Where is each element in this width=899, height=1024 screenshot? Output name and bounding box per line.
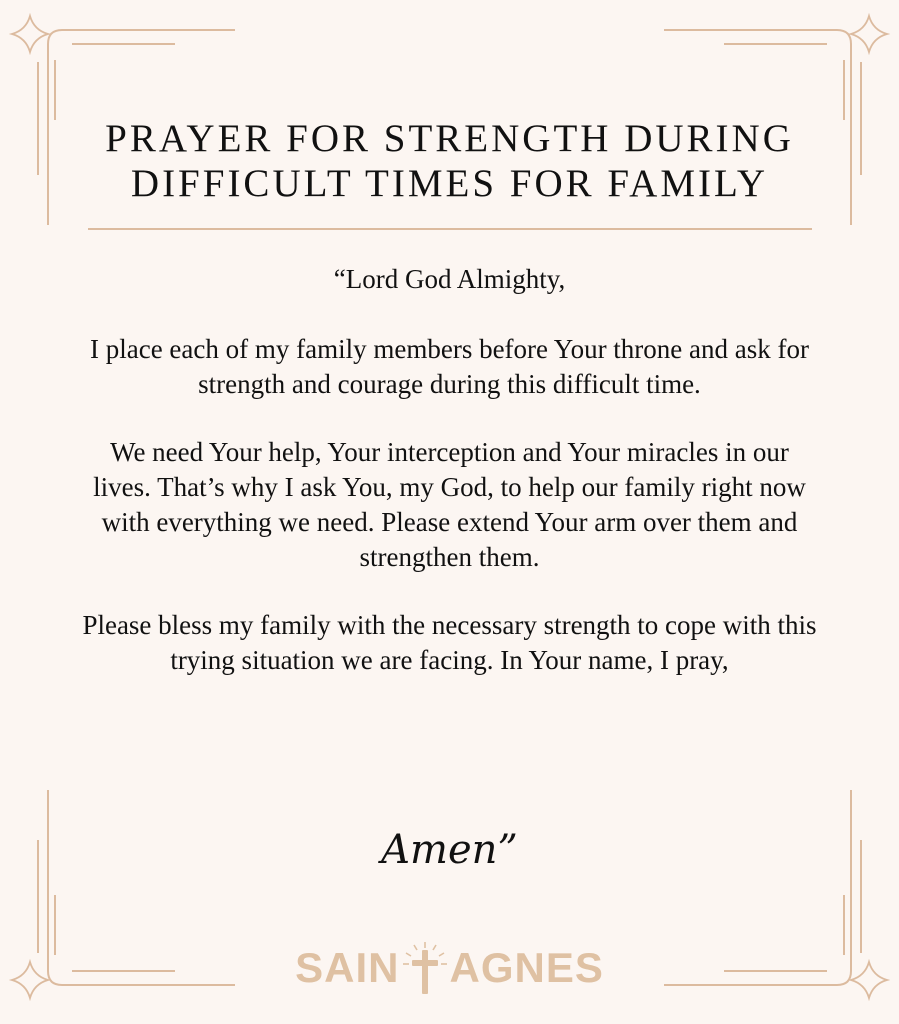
prayer-closing: Amen” xyxy=(381,827,518,873)
prayer-body xyxy=(80,262,819,711)
prayer-paragraph-2: We need Your help, Your interception and Your miracles in our lives. That’s why I ask You, my God, to help our family right now with everything we need. Please extend Your arm over them and strengthen them. xyxy=(93,437,806,572)
prayer-paragraph-1: I place each of my family members before Your throne and ask for strength and courage during this difficult time. xyxy=(89,334,809,399)
logo-word-saint: SAIN xyxy=(295,944,400,991)
saint-agnes-logo xyxy=(0,938,899,998)
logo-word-agnes: AGNES xyxy=(449,944,604,991)
title-divider xyxy=(88,228,812,230)
title-line-1: PRAYER FOR STRENGTH DURING xyxy=(105,117,794,160)
star-ornament-icon xyxy=(12,16,48,52)
prayer-greeting: “Lord God Almighty, xyxy=(333,264,566,294)
prayer-paragraph-3: Please bless my family with the necessary strength to cope with this trying situation we are facing. In Your name, I pray, xyxy=(82,610,817,675)
page-title xyxy=(60,116,839,206)
cross-sunburst-icon xyxy=(402,940,448,996)
title-line-2: DIFFICULT TIMES FOR FAMILY xyxy=(130,162,769,205)
star-ornament-icon xyxy=(851,16,887,52)
